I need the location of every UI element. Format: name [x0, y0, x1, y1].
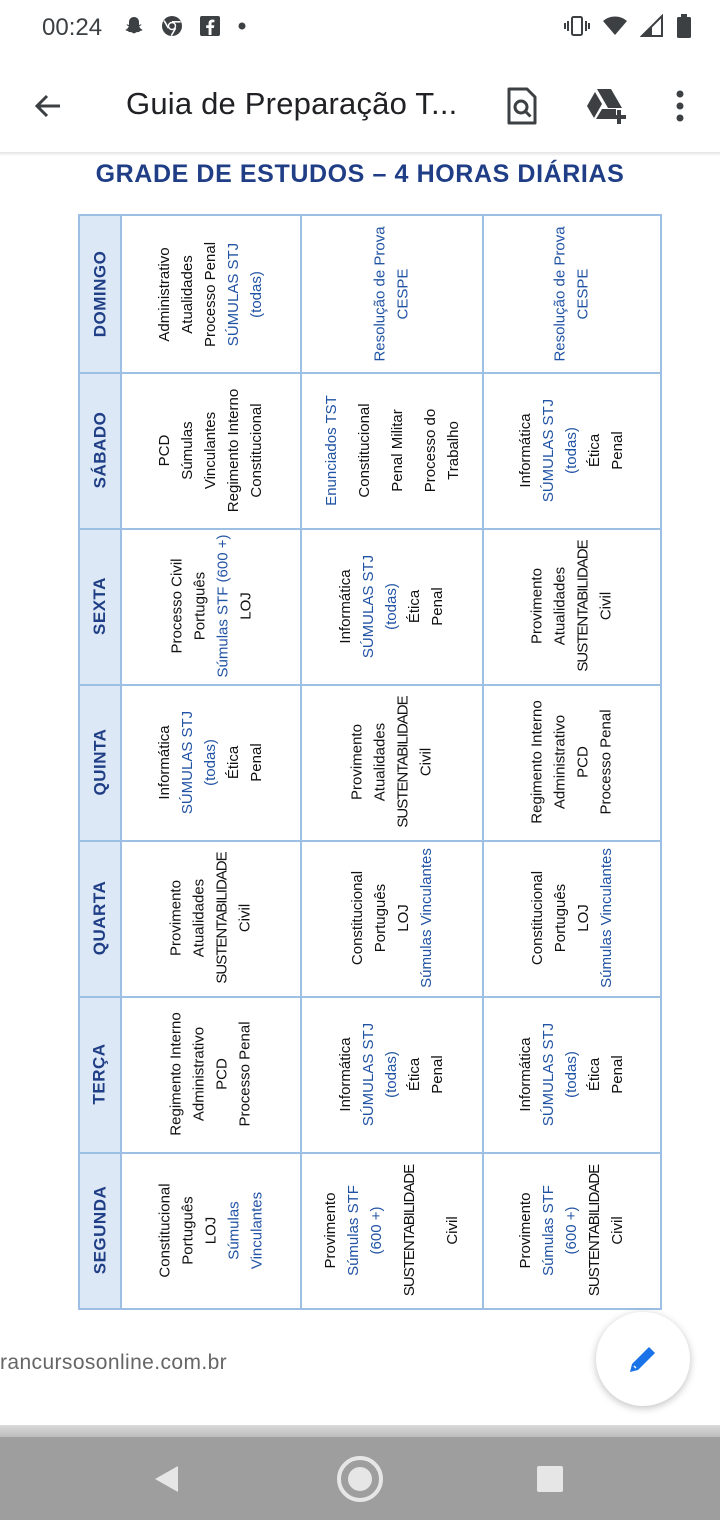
subject-line: Provimento — [167, 880, 185, 956]
subject-line: Português — [179, 1195, 197, 1265]
schedule-cell — [302, 372, 482, 528]
subject-line: Civil — [444, 1215, 462, 1245]
subject-line: Administrativo — [156, 246, 174, 342]
line-spacer — [388, 1164, 398, 1295]
subject-line: (600 +) — [563, 1206, 581, 1254]
subject-line: Resolução de Prova — [372, 226, 389, 362]
schedule-cell — [484, 216, 660, 372]
subject-line: Ética — [225, 745, 243, 779]
subject-line: SUSTENTABILIDADE — [586, 1164, 604, 1296]
subject-line: Informática — [517, 412, 535, 488]
subject-line: PCD — [156, 434, 174, 466]
arrow-back-icon — [32, 90, 64, 122]
line-spacer — [409, 395, 419, 506]
subject-line: Ética — [406, 1057, 424, 1091]
subject-line: Súmulas STF (600 +) — [214, 534, 231, 678]
day-label: QUINTA — [90, 728, 109, 796]
search-in-document-button[interactable] — [498, 82, 546, 130]
subject-line: (todas) — [563, 1050, 581, 1098]
subject-line: Provimento — [322, 1192, 340, 1268]
schedule-cell — [484, 840, 660, 996]
subject-line: Penal — [429, 1054, 447, 1094]
back-triangle-icon — [152, 1464, 180, 1494]
subject-line: Civil — [236, 903, 254, 933]
subject-line: SUSTENTABILIDADE — [574, 540, 592, 672]
subject-line: Atualidades — [551, 566, 569, 646]
more-vertical-icon — [674, 88, 686, 124]
subject-line: (todas) — [248, 270, 266, 318]
subject-line: SÚMULAS STJ — [179, 710, 197, 814]
subject-line: Súmulas STF — [540, 1184, 558, 1276]
subject-line: Processo Penal — [202, 241, 220, 347]
subject-line: Processo Penal — [237, 1021, 254, 1127]
snapchat-icon — [122, 14, 146, 43]
nav-back-button[interactable] — [138, 1451, 194, 1507]
notification-icons — [122, 14, 248, 43]
schedule-cell — [302, 996, 482, 1152]
schedule-cell — [484, 684, 660, 840]
grid-title: GRADE DE ESTUDOS – 4 HORAS DIÁRIAS — [95, 160, 625, 188]
day-header-cell — [80, 528, 120, 684]
line-spacer — [421, 1164, 431, 1295]
subject-line: SÚMULAS STJ — [540, 1022, 558, 1126]
subject-line: Ética — [406, 589, 424, 623]
day-label: QUARTA — [90, 880, 110, 956]
battery-icon — [676, 13, 692, 44]
subject-line: Constitucional — [355, 402, 373, 498]
recents-square-icon — [536, 1465, 564, 1493]
line-spacer — [431, 1164, 441, 1295]
subject-line: Regimento Interno — [529, 700, 546, 824]
day-header-cell — [80, 216, 120, 372]
schedule-cell — [122, 528, 300, 684]
edit-pencil-icon — [625, 1341, 661, 1377]
subject-line: Civil — [609, 1215, 627, 1245]
subject-line: Provimento — [517, 1192, 535, 1268]
day-label: SEXTA — [90, 577, 110, 635]
subject-line: Português — [191, 571, 208, 641]
home-circle-icon — [335, 1454, 385, 1504]
subject-list — [154, 388, 269, 511]
subject-line: Constitucional — [529, 870, 546, 966]
subject-line: SUSTENTABILIDADE — [213, 852, 231, 984]
subject-line: Provimento — [348, 724, 366, 800]
subject-line: Atualidades — [179, 254, 197, 334]
day-header-cell — [80, 840, 120, 996]
subject-list — [334, 554, 449, 657]
status-time: 00:24 — [42, 14, 103, 41]
subject-list — [549, 226, 595, 361]
subject-list — [154, 1183, 269, 1277]
facebook-icon — [198, 14, 222, 43]
subject-line: Vinculantes — [202, 411, 220, 489]
subject-line: Civil — [417, 747, 435, 777]
subject-line: Provimento — [528, 568, 546, 644]
subject-list — [526, 848, 618, 988]
document-title: Guia de Preparação T... — [126, 86, 458, 121]
subject-line: Constitucional — [349, 870, 366, 966]
subject-line: LOJ — [395, 904, 412, 932]
add-to-drive-button[interactable] — [582, 82, 630, 130]
vibrate-icon — [564, 14, 590, 43]
schedule-cell — [484, 372, 660, 528]
schedule-cell — [302, 528, 482, 684]
subject-line: Ética — [586, 1057, 604, 1091]
day-header-cell — [80, 996, 120, 1152]
subject-line: Súmulas Vinculantes — [418, 848, 435, 988]
back-button[interactable] — [26, 84, 70, 128]
bottom-divider — [0, 1425, 720, 1437]
subject-line: Súmulas — [179, 420, 197, 480]
subject-list — [153, 710, 268, 813]
subject-line: Resolução de Prova — [552, 226, 569, 362]
subject-list — [369, 226, 415, 361]
subject-line: Informática — [156, 724, 174, 800]
schedule-cell — [484, 1152, 660, 1308]
subject-line: SÚMULAS STJ — [360, 1022, 378, 1126]
more-options-button[interactable] — [656, 82, 704, 130]
subject-line: LOJ — [237, 592, 254, 620]
subject-list — [346, 696, 438, 827]
subject-line: SÚMULAS STJ — [540, 398, 558, 502]
study-grid-table — [78, 214, 662, 1310]
edit-fab-button[interactable] — [596, 1312, 690, 1406]
subject-line: CESPE — [575, 268, 592, 320]
subject-line: Regimento Interno — [225, 388, 243, 512]
chrome-icon — [160, 14, 184, 43]
subject-line: Informática — [517, 1036, 535, 1112]
app-bar-shadow — [0, 152, 720, 156]
subject-line: Súmulas STF — [345, 1184, 363, 1276]
subject-line: Processo do — [421, 408, 439, 492]
subject-line: Português — [552, 883, 569, 953]
line-spacer — [343, 395, 353, 506]
subject-line: Penal — [609, 430, 627, 470]
subject-list — [165, 1012, 257, 1135]
subject-line: SÚMULAS STJ — [225, 242, 243, 346]
subject-line: Administrativo — [552, 714, 569, 810]
subject-line: Penal Militar — [388, 408, 406, 492]
schedule-cell — [122, 840, 300, 996]
subject-line: Ética — [586, 433, 604, 467]
subject-list — [514, 1164, 629, 1295]
subject-line: PCD — [575, 746, 592, 778]
status-bar — [0, 0, 720, 56]
subject-line: SUSTENTABILIDADE — [394, 696, 412, 828]
subject-line: Súmulas Vinculantes — [598, 848, 615, 988]
schedule-cell — [302, 684, 482, 840]
day-label: SÁBADO — [90, 411, 110, 489]
subject-line: Administrativo — [191, 1026, 208, 1122]
day-label: TERÇA — [90, 1043, 109, 1105]
subject-list — [319, 1164, 464, 1295]
day-label: DOMINGO — [90, 250, 110, 338]
subject-line: PCD — [214, 1058, 231, 1090]
nav-home-button[interactable] — [332, 1451, 388, 1507]
subject-line: Regimento Interno — [168, 1012, 185, 1136]
subject-line: LOJ — [575, 904, 592, 932]
system-icons — [564, 13, 692, 44]
subject-line: Processo Penal — [598, 709, 615, 815]
subject-line: Civil — [597, 591, 615, 621]
schedule-cell — [302, 840, 482, 996]
subject-line: SÚMULAS STJ — [360, 554, 378, 658]
schedule-cell — [302, 216, 482, 372]
schedule-cell — [484, 996, 660, 1152]
subject-list — [514, 1022, 629, 1125]
subject-list — [526, 540, 618, 671]
subject-line: (600 +) — [368, 1206, 386, 1254]
subject-line: (todas) — [202, 738, 220, 786]
wifi-icon — [602, 14, 628, 43]
subject-line: Penal — [248, 742, 266, 782]
subject-line: Enunciados TST — [322, 394, 340, 506]
signal-icon — [640, 14, 664, 43]
schedule-cell — [122, 996, 300, 1152]
subject-line: (todas) — [563, 426, 581, 474]
schedule-cell — [122, 684, 300, 840]
subject-line: (todas) — [383, 582, 401, 630]
subject-line: LOJ — [202, 1216, 220, 1244]
add-to-drive-icon — [584, 86, 628, 126]
subject-line: Atualidades — [371, 722, 389, 802]
schedule-cell — [122, 372, 300, 528]
schedule-cell — [484, 528, 660, 684]
day-header-cell — [80, 1152, 120, 1308]
subject-line: Informática — [337, 1036, 355, 1112]
day-header-cell — [80, 684, 120, 840]
subject-list — [165, 852, 257, 983]
dot-icon — [236, 19, 248, 37]
subject-line: Trabalho — [444, 420, 462, 480]
subject-line: Penal — [429, 586, 447, 626]
subject-list — [320, 395, 465, 506]
day-header-cell — [80, 372, 120, 528]
subject-list — [165, 535, 257, 678]
day-label: SEGUNDA — [90, 1185, 110, 1275]
nav-recents-button[interactable] — [522, 1451, 578, 1507]
system-nav-bar — [0, 1437, 720, 1520]
subject-line: CESPE — [395, 268, 412, 320]
app-bar — [0, 56, 720, 152]
subject-line: (todas) — [383, 1050, 401, 1098]
schedule-cell — [122, 1152, 300, 1308]
line-spacer — [376, 395, 386, 506]
subject-line: Súmulas — [225, 1200, 243, 1260]
schedule-cell — [302, 1152, 482, 1308]
search-document-icon — [505, 87, 539, 125]
subject-list — [526, 700, 618, 823]
subject-line: Vinculantes — [248, 1191, 266, 1269]
footer-url[interactable]: rancursosonline.com.br — [0, 1351, 228, 1374]
subject-line: Português — [372, 883, 389, 953]
subject-line: Atualidades — [190, 878, 208, 958]
subject-line: Penal — [609, 1054, 627, 1094]
schedule-cell — [122, 216, 300, 372]
subject-list — [514, 398, 629, 501]
subject-line: Constitucional — [248, 402, 266, 498]
subject-line: Processo Civil — [168, 558, 185, 654]
subject-list — [154, 241, 269, 346]
subject-line: Informática — [337, 568, 355, 644]
subject-list — [334, 1022, 449, 1125]
subject-list — [346, 848, 438, 988]
subject-line: SUSTENTABILIDADE — [401, 1164, 419, 1296]
subject-line: Constitucional — [156, 1182, 174, 1278]
